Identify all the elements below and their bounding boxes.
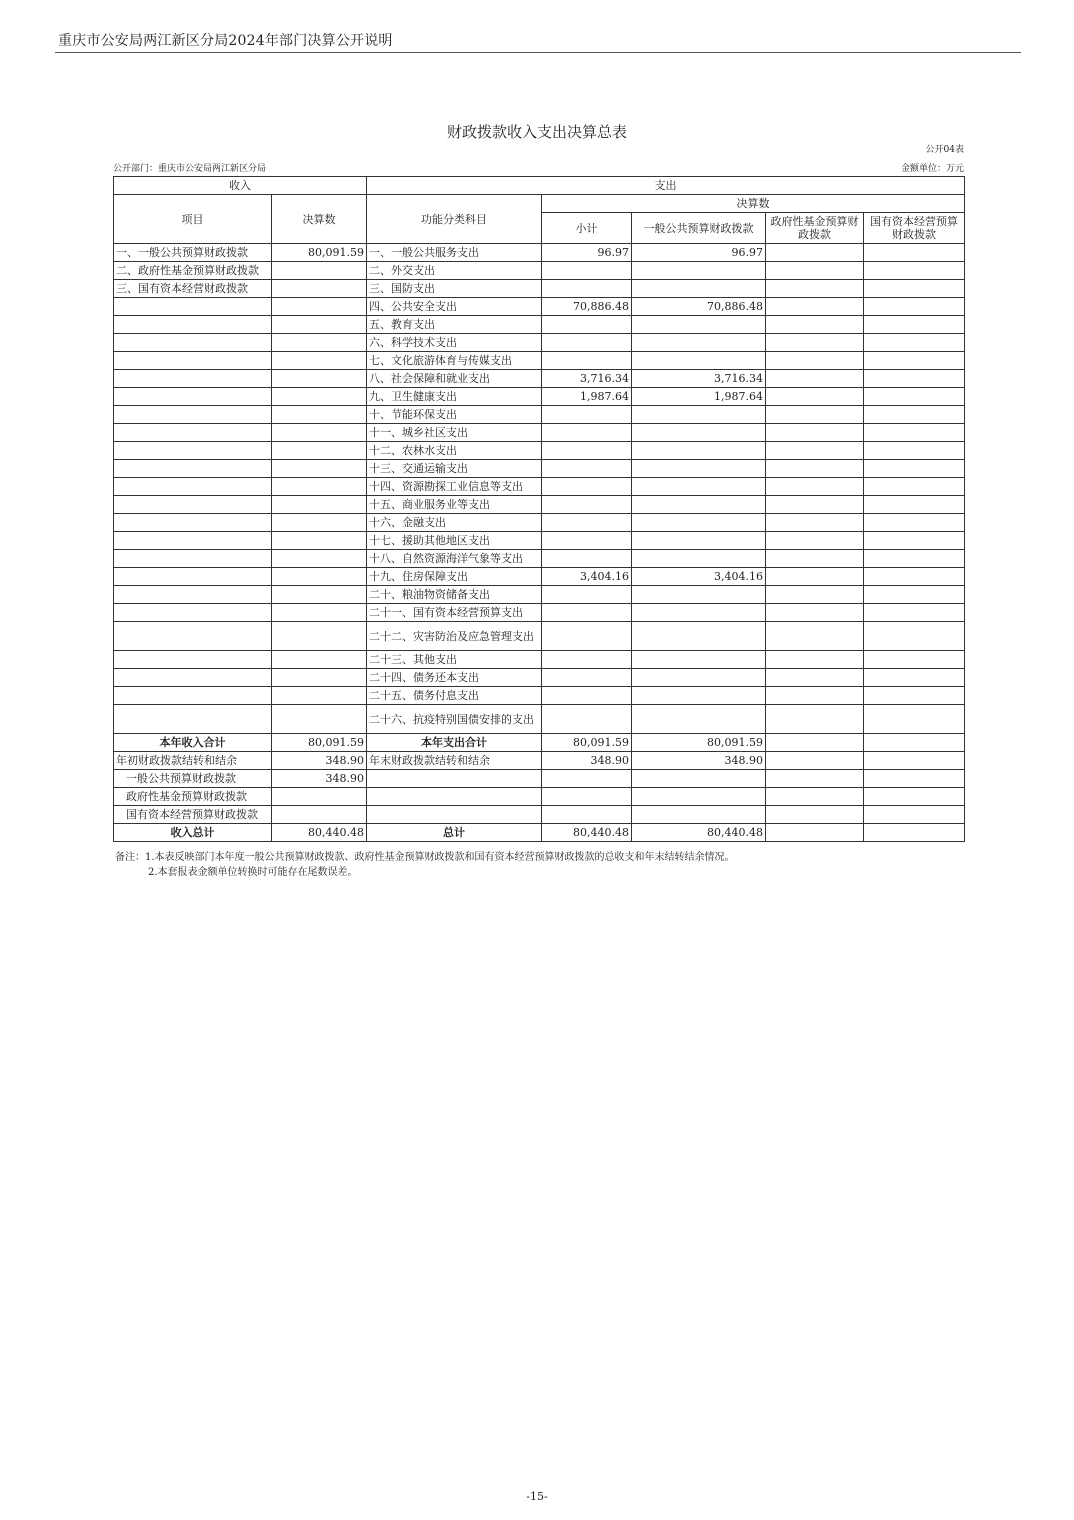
table-row bbox=[114, 604, 965, 622]
carry-govfund-label: 政府性基金预算财政拨款 bbox=[114, 788, 272, 806]
expense-item: 十六、金融支出 bbox=[367, 514, 542, 532]
expense-item: 二十三、其他支出 bbox=[367, 651, 542, 669]
expense-item: 二十五、债务付息支出 bbox=[367, 687, 542, 705]
expense-soe bbox=[864, 705, 965, 734]
expense-item: 四、公共安全支出 bbox=[367, 298, 542, 316]
expense-subtotal: 70,886.48 bbox=[542, 298, 632, 316]
table-row bbox=[114, 334, 965, 352]
expense-govfund bbox=[766, 705, 864, 734]
expense-subtotal bbox=[542, 651, 632, 669]
income-amount bbox=[272, 568, 367, 586]
table-title: 财政拨款收入支出决算总表 bbox=[446, 123, 627, 141]
expense-general: 3,404.16 bbox=[632, 568, 766, 586]
income-amount bbox=[272, 406, 367, 424]
expense-item: 十八、自然资源海洋气象等支出 bbox=[367, 550, 542, 568]
year-expense-label: 本年支出合计 bbox=[367, 734, 542, 752]
table-row bbox=[114, 442, 965, 460]
expense-general bbox=[632, 669, 766, 687]
income-header: 收入 bbox=[114, 177, 367, 195]
income-item bbox=[114, 705, 272, 734]
expense-govfund bbox=[766, 514, 864, 532]
carry-in-label: 年初财政拨款结转和结余 bbox=[114, 752, 272, 770]
expense-general bbox=[632, 262, 766, 280]
expense-item: 五、教育支出 bbox=[367, 316, 542, 334]
table-row bbox=[114, 496, 965, 514]
table-row bbox=[114, 568, 965, 586]
header-row-2 bbox=[114, 195, 965, 213]
expense-govfund bbox=[766, 550, 864, 568]
expense-item: 十三、交通运输支出 bbox=[367, 460, 542, 478]
expense-soe bbox=[864, 568, 965, 586]
expense-subtotal bbox=[542, 604, 632, 622]
income-item bbox=[114, 388, 272, 406]
expense-item: 十二、农林水支出 bbox=[367, 442, 542, 460]
expense-soe bbox=[864, 334, 965, 352]
document-header-title: 重庆市公安局两江新区分局2024年部门决算公开说明 bbox=[58, 33, 393, 49]
year-income-value: 80,091.59 bbox=[272, 734, 367, 752]
expense-soe bbox=[864, 550, 965, 568]
expense-soe bbox=[864, 622, 965, 651]
expense-govfund bbox=[766, 316, 864, 334]
income-total-value: 80,440.48 bbox=[272, 824, 367, 842]
expense-govfund bbox=[766, 370, 864, 388]
expense-general bbox=[632, 687, 766, 705]
table-row bbox=[114, 532, 965, 550]
expense-govfund bbox=[766, 687, 864, 705]
expense-soe bbox=[864, 651, 965, 669]
income-item bbox=[114, 496, 272, 514]
table-row bbox=[114, 370, 965, 388]
income-item: 一、一般公共预算财政拨款 bbox=[114, 244, 272, 262]
expense-govfund bbox=[766, 424, 864, 442]
expense-soe bbox=[864, 262, 965, 280]
expense-govfund bbox=[766, 568, 864, 586]
expense-item: 二、外交支出 bbox=[367, 262, 542, 280]
expense-govfund bbox=[766, 651, 864, 669]
carry-general-row bbox=[114, 770, 965, 788]
expense-general bbox=[632, 550, 766, 568]
expense-subtotal bbox=[542, 550, 632, 568]
carry-in-value: 348.90 bbox=[272, 752, 367, 770]
table-row bbox=[114, 460, 965, 478]
table-row bbox=[114, 478, 965, 496]
income-item bbox=[114, 514, 272, 532]
expense-general bbox=[632, 442, 766, 460]
subtotal-header: 小计 bbox=[542, 213, 632, 244]
income-amount bbox=[272, 514, 367, 532]
expense-govfund bbox=[766, 352, 864, 370]
expense-general bbox=[632, 651, 766, 669]
expense-item: 十、节能环保支出 bbox=[367, 406, 542, 424]
income-amount bbox=[272, 442, 367, 460]
income-amount bbox=[272, 280, 367, 298]
table-row bbox=[114, 550, 965, 568]
expense-govfund bbox=[766, 406, 864, 424]
income-amount bbox=[272, 370, 367, 388]
fiscal-summary-table bbox=[113, 176, 965, 842]
expense-item: 十七、援助其他地区支出 bbox=[367, 532, 542, 550]
income-amount bbox=[272, 622, 367, 651]
expense-item: 八、社会保障和就业支出 bbox=[367, 370, 542, 388]
expense-general bbox=[632, 622, 766, 651]
table-row bbox=[114, 514, 965, 532]
income-amount bbox=[272, 687, 367, 705]
expense-item: 十九、住房保障支出 bbox=[367, 568, 542, 586]
carry-out-general: 348.90 bbox=[632, 752, 766, 770]
expense-govfund bbox=[766, 532, 864, 550]
grand-total-row bbox=[114, 824, 965, 842]
expense-soe bbox=[864, 514, 965, 532]
expense-subtotal bbox=[542, 280, 632, 298]
expense-item: 二十四、债务还本支出 bbox=[367, 669, 542, 687]
expense-soe bbox=[864, 586, 965, 604]
expense-item: 十四、资源勘探工业信息等支出 bbox=[367, 478, 542, 496]
expense-general bbox=[632, 514, 766, 532]
income-amount bbox=[272, 604, 367, 622]
table-row bbox=[114, 622, 965, 651]
expense-soe bbox=[864, 669, 965, 687]
header-row-1 bbox=[114, 177, 965, 195]
income-item bbox=[114, 352, 272, 370]
expense-header: 支出 bbox=[367, 177, 965, 195]
note-1: 备注：1.本表反映部门本年度一般公共预算财政拨款、政府性基金预算财政拨款和国有资本经营预算财政拨款的总收支和年末结转结余情况。 bbox=[115, 852, 735, 863]
income-amount bbox=[272, 316, 367, 334]
item-header: 项目 bbox=[114, 195, 272, 244]
expense-govfund bbox=[766, 388, 864, 406]
expense-soe bbox=[864, 442, 965, 460]
year-expense-general: 80,091.59 bbox=[632, 734, 766, 752]
carry-out-subtotal: 348.90 bbox=[542, 752, 632, 770]
expense-subtotal bbox=[542, 334, 632, 352]
carry-soe-label: 国有资本经营预算财政拨款 bbox=[114, 806, 272, 824]
expense-subtotal bbox=[542, 478, 632, 496]
carry-soe-row bbox=[114, 806, 965, 824]
income-amount bbox=[272, 705, 367, 734]
table-row bbox=[114, 298, 965, 316]
income-item bbox=[114, 478, 272, 496]
income-item bbox=[114, 370, 272, 388]
expense-govfund bbox=[766, 298, 864, 316]
income-item bbox=[114, 298, 272, 316]
income-item bbox=[114, 604, 272, 622]
expense-govfund bbox=[766, 460, 864, 478]
income-amount bbox=[272, 550, 367, 568]
expense-subtotal bbox=[542, 687, 632, 705]
income-amount bbox=[272, 424, 367, 442]
income-item: 二、政府性基金预算财政拨款 bbox=[114, 262, 272, 280]
expense-general: 3,716.34 bbox=[632, 370, 766, 388]
expense-subtotal bbox=[542, 586, 632, 604]
expense-general: 1,987.64 bbox=[632, 388, 766, 406]
expense-item: 三、国防支出 bbox=[367, 280, 542, 298]
income-item bbox=[114, 424, 272, 442]
expense-soe bbox=[864, 424, 965, 442]
function-category-header: 功能分类科目 bbox=[367, 195, 542, 244]
carry-general-label: 一般公共预算财政拨款 bbox=[114, 770, 272, 788]
income-item bbox=[114, 586, 272, 604]
totals-section bbox=[114, 734, 965, 842]
expense-govfund bbox=[766, 496, 864, 514]
income-item bbox=[114, 651, 272, 669]
settlement-header: 决算数 bbox=[542, 195, 965, 213]
department-label: 公开部门：重庆市公安局两江新区分局 bbox=[113, 164, 267, 174]
page-number: -15- bbox=[526, 1490, 548, 1503]
year-expense-govfund bbox=[766, 734, 864, 752]
expense-item: 二十、粮油物资储备支出 bbox=[367, 586, 542, 604]
expense-govfund bbox=[766, 280, 864, 298]
income-amount bbox=[272, 352, 367, 370]
expense-soe bbox=[864, 316, 965, 334]
carryover-row bbox=[114, 752, 965, 770]
expense-govfund bbox=[766, 478, 864, 496]
table-row bbox=[114, 669, 965, 687]
expense-item: 六、科学技术支出 bbox=[367, 334, 542, 352]
header-divider bbox=[55, 52, 1021, 53]
expense-general: 70,886.48 bbox=[632, 298, 766, 316]
table-row bbox=[114, 244, 965, 262]
income-item bbox=[114, 316, 272, 334]
income-item bbox=[114, 442, 272, 460]
expense-soe bbox=[864, 532, 965, 550]
expense-item: 七、文化旅游体育与传媒支出 bbox=[367, 352, 542, 370]
income-item bbox=[114, 568, 272, 586]
income-amount bbox=[272, 298, 367, 316]
expense-general bbox=[632, 604, 766, 622]
expense-subtotal: 3,716.34 bbox=[542, 370, 632, 388]
year-expense-subtotal: 80,091.59 bbox=[542, 734, 632, 752]
expense-subtotal bbox=[542, 496, 632, 514]
expense-govfund bbox=[766, 669, 864, 687]
income-item bbox=[114, 687, 272, 705]
income-amount bbox=[272, 651, 367, 669]
expense-item: 十五、商业服务业等支出 bbox=[367, 496, 542, 514]
expense-item: 九、卫生健康支出 bbox=[367, 388, 542, 406]
table-row bbox=[114, 705, 965, 734]
general-budget-header: 一般公共预算财政拨款 bbox=[632, 213, 766, 244]
income-amount bbox=[272, 334, 367, 352]
expense-general bbox=[632, 586, 766, 604]
expense-subtotal bbox=[542, 669, 632, 687]
expense-soe bbox=[864, 478, 965, 496]
expense-subtotal: 96.97 bbox=[542, 244, 632, 262]
income-item bbox=[114, 460, 272, 478]
expense-soe bbox=[864, 298, 965, 316]
income-amount bbox=[272, 669, 367, 687]
expense-item: 一、一般公共服务支出 bbox=[367, 244, 542, 262]
expense-general bbox=[632, 478, 766, 496]
income-item bbox=[114, 622, 272, 651]
expense-item: 十一、城乡社区支出 bbox=[367, 424, 542, 442]
expense-general bbox=[632, 532, 766, 550]
expense-general bbox=[632, 705, 766, 734]
table-row bbox=[114, 280, 965, 298]
income-amount bbox=[272, 388, 367, 406]
amount-header: 决算数 bbox=[272, 195, 367, 244]
table-row bbox=[114, 406, 965, 424]
income-item bbox=[114, 334, 272, 352]
income-amount bbox=[272, 496, 367, 514]
year-total-row bbox=[114, 734, 965, 752]
expense-govfund bbox=[766, 334, 864, 352]
income-amount bbox=[272, 586, 367, 604]
expense-govfund bbox=[766, 622, 864, 651]
carry-out-label: 年末财政拨款结转和结余 bbox=[367, 752, 542, 770]
income-amount bbox=[272, 460, 367, 478]
expense-subtotal bbox=[542, 262, 632, 280]
expense-item: 二十一、国有资本经营预算支出 bbox=[367, 604, 542, 622]
expense-subtotal: 3,404.16 bbox=[542, 568, 632, 586]
expense-soe bbox=[864, 604, 965, 622]
income-amount bbox=[272, 262, 367, 280]
expense-subtotal bbox=[542, 442, 632, 460]
expense-soe bbox=[864, 460, 965, 478]
expense-govfund bbox=[766, 604, 864, 622]
expense-soe bbox=[864, 352, 965, 370]
expense-subtotal bbox=[542, 316, 632, 334]
expense-general bbox=[632, 496, 766, 514]
expense-subtotal bbox=[542, 514, 632, 532]
expense-general bbox=[632, 316, 766, 334]
expense-subtotal bbox=[542, 460, 632, 478]
expense-soe bbox=[864, 244, 965, 262]
expense-general: 96.97 bbox=[632, 244, 766, 262]
expense-total-label: 总计 bbox=[367, 824, 542, 842]
year-income-label: 本年收入合计 bbox=[114, 734, 272, 752]
carry-out-govfund bbox=[766, 752, 864, 770]
income-item bbox=[114, 669, 272, 687]
table-row bbox=[114, 651, 965, 669]
income-amount bbox=[272, 478, 367, 496]
carry-general-value: 348.90 bbox=[272, 770, 367, 788]
expense-total-general: 80,440.48 bbox=[632, 824, 766, 842]
expense-subtotal bbox=[542, 705, 632, 734]
table-row bbox=[114, 316, 965, 334]
expense-soe bbox=[864, 280, 965, 298]
expense-govfund bbox=[766, 244, 864, 262]
year-expense-soe bbox=[864, 734, 965, 752]
income-total-label: 收入总计 bbox=[114, 824, 272, 842]
expense-total-subtotal: 80,440.48 bbox=[542, 824, 632, 842]
expense-subtotal bbox=[542, 532, 632, 550]
expense-govfund bbox=[766, 262, 864, 280]
expense-item: 二十二、灾害防治及应急管理支出 bbox=[367, 622, 542, 651]
unit-label: 金额单位：万元 bbox=[900, 164, 964, 174]
note-2: 2.本套报表金额单位转换时可能存在尾数误差。 bbox=[148, 867, 358, 878]
income-item bbox=[114, 550, 272, 568]
expense-subtotal bbox=[542, 622, 632, 651]
table-row bbox=[114, 262, 965, 280]
income-amount bbox=[272, 532, 367, 550]
expense-subtotal bbox=[542, 352, 632, 370]
income-item: 三、国有资本经营财政拨款 bbox=[114, 280, 272, 298]
income-item bbox=[114, 406, 272, 424]
expense-soe bbox=[864, 388, 965, 406]
carry-govfund-row bbox=[114, 788, 965, 806]
expense-general bbox=[632, 406, 766, 424]
expense-general bbox=[632, 334, 766, 352]
income-item bbox=[114, 532, 272, 550]
notes bbox=[115, 850, 735, 880]
table-row bbox=[114, 388, 965, 406]
expense-general bbox=[632, 280, 766, 298]
table-row bbox=[114, 424, 965, 442]
table-row bbox=[114, 586, 965, 604]
expense-subtotal bbox=[542, 424, 632, 442]
expense-item: 二十六、抗疫特别国债安排的支出 bbox=[367, 705, 542, 734]
expense-subtotal bbox=[542, 406, 632, 424]
expense-soe bbox=[864, 370, 965, 388]
expense-general bbox=[632, 460, 766, 478]
state-owned-header: 国有资本经营预算财政拨款 bbox=[864, 213, 965, 244]
expense-soe bbox=[864, 496, 965, 514]
expense-govfund bbox=[766, 586, 864, 604]
expense-general bbox=[632, 424, 766, 442]
carry-out-soe bbox=[864, 752, 965, 770]
expense-general bbox=[632, 352, 766, 370]
expense-soe bbox=[864, 406, 965, 424]
gov-fund-header: 政府性基金预算财政拨款 bbox=[766, 213, 864, 244]
expense-govfund bbox=[766, 442, 864, 460]
table-row bbox=[114, 687, 965, 705]
table-number: 公开04表 bbox=[925, 145, 964, 155]
expense-soe bbox=[864, 687, 965, 705]
income-amount: 80,091.59 bbox=[272, 244, 367, 262]
table-row bbox=[114, 352, 965, 370]
table-body bbox=[114, 244, 965, 734]
expense-subtotal: 1,987.64 bbox=[542, 388, 632, 406]
